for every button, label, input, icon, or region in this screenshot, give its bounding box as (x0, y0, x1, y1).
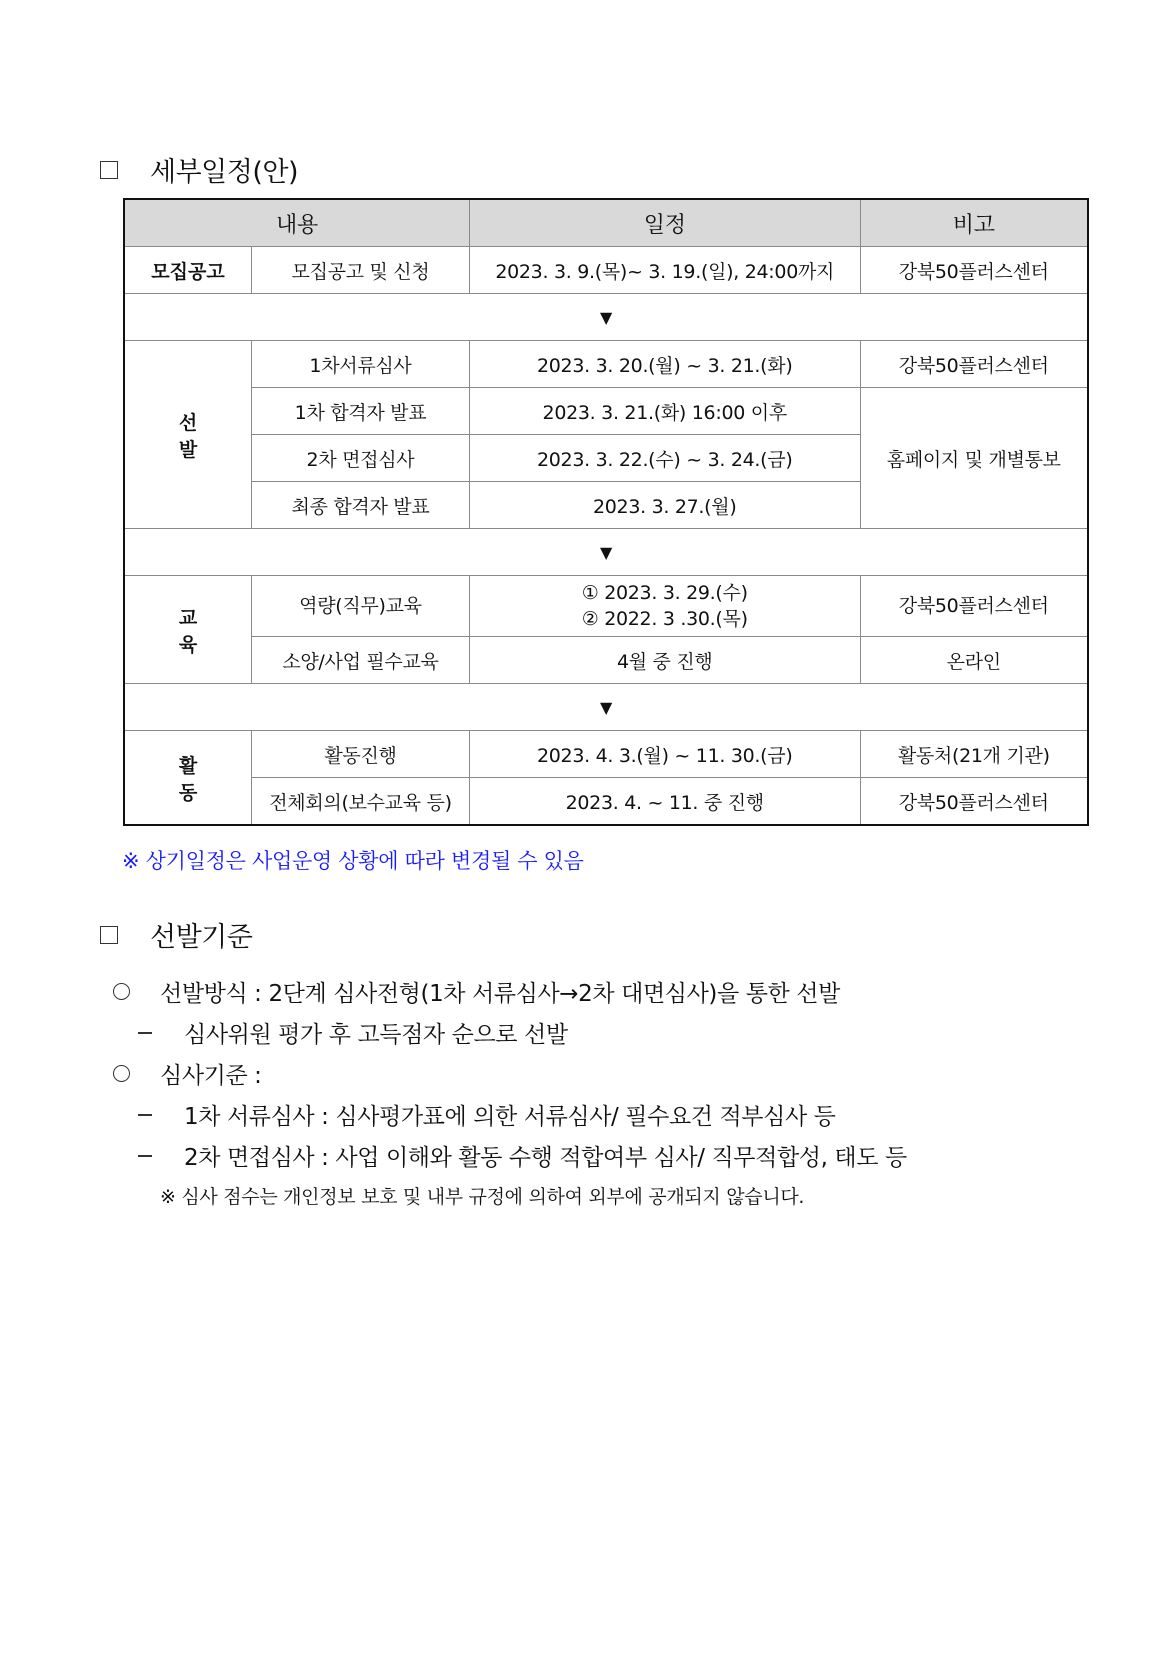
section-heading-criteria (100, 915, 252, 954)
circle-bullet-icon (113, 1065, 130, 1082)
section-title: 세부일정(안) (150, 157, 298, 188)
arrow-row (124, 529, 1088, 576)
criteria-text: 심사위원 평가 후 고득점자 순으로 선발 (184, 1022, 568, 1048)
table-row (124, 778, 1088, 826)
score-footnote: ※ 심사 점수는 개인정보 보호 및 내부 규정에 의하여 외부에 공개되지 않습니다. (160, 1186, 805, 1208)
down-arrow-icon: ▼ (124, 529, 1088, 576)
section-heading-schedule (100, 150, 298, 189)
note-cell: 강북50플러스센터 (860, 341, 1088, 388)
schedule-table (123, 198, 1089, 826)
schedule-line: ① 2023. 3. 29.(수) (581, 582, 748, 604)
schedule-cell: 2023. 3. 22.(수) ~ 3. 24.(금) (469, 435, 860, 482)
category-cell: 모집공고 (124, 247, 252, 294)
item-cell: 활동진행 (252, 731, 470, 778)
item-cell: 2차 면접심사 (252, 435, 470, 482)
table-row (124, 731, 1088, 778)
schedule-cell: 2023. 3. 21.(화) 16:00 이후 (469, 388, 860, 435)
criteria-item (113, 1057, 262, 1090)
item-cell: 모집공고 및 신청 (252, 247, 470, 294)
schedule-cell: 2023. 4. ~ 11. 중 진행 (469, 778, 860, 826)
item-cell: 1차서류심사 (252, 341, 470, 388)
header-schedule: 일정 (469, 199, 860, 247)
schedule-cell: 4월 중 진행 (469, 637, 860, 684)
down-arrow-icon: ▼ (124, 684, 1088, 731)
item-cell: 최종 합격자 발표 (252, 482, 470, 529)
table-header-row (124, 199, 1088, 247)
note-cell-merged: 홈페이지 및 개별통보 (860, 388, 1088, 529)
criteria-text: 2차 면접심사 : 사업 이해와 활동 수행 적합여부 심사/ 직무적합성, 태도 등 (184, 1145, 907, 1171)
dash-bullet-icon (138, 1032, 152, 1034)
arrow-row (124, 294, 1088, 341)
table-row (124, 388, 1088, 435)
table-row (124, 247, 1088, 294)
category-cell: 교 육 (124, 576, 252, 684)
criteria-text: 선발방식 : 2단계 심사전형(1차 서류심사→2차 대면심사)을 통한 선발 (160, 981, 840, 1007)
note-cell: 강북50플러스센터 (860, 247, 1088, 294)
note-cell: 온라인 (860, 637, 1088, 684)
schedule-cell (469, 576, 860, 637)
item-cell: 역량(직무)교육 (252, 576, 470, 637)
criteria-text: 심사기준 : (160, 1063, 262, 1089)
item-cell: 소양/사업 필수교육 (252, 637, 470, 684)
schedule-line: ② 2022. 3 .30.(목) (581, 608, 748, 630)
dash-bullet-icon (138, 1155, 152, 1157)
schedule-notice: ※ 상기일정은 사업운영 상황에 따라 변경될 수 있음 (122, 849, 584, 873)
criteria-subitem (138, 1016, 568, 1049)
schedule-cell: 2023. 4. 3.(월) ~ 11. 30.(금) (469, 731, 860, 778)
category-cell: 활 동 (124, 731, 252, 826)
criteria-subitem (138, 1139, 907, 1172)
table-row (124, 637, 1088, 684)
square-bullet-icon (100, 926, 118, 944)
schedule-cell: 2023. 3. 9.(목)~ 3. 19.(일), 24:00까지 (469, 247, 860, 294)
schedule-cell: 2023. 3. 27.(월) (469, 482, 860, 529)
category-cell: 선 발 (124, 341, 252, 529)
down-arrow-icon: ▼ (124, 294, 1088, 341)
note-cell: 강북50플러스센터 (860, 576, 1088, 637)
table-row (124, 576, 1088, 637)
arrow-row (124, 684, 1088, 731)
square-bullet-icon (100, 161, 118, 179)
item-cell: 1차 합격자 발표 (252, 388, 470, 435)
item-cell: 전체회의(보수교육 등) (252, 778, 470, 826)
header-note: 비고 (860, 199, 1088, 247)
criteria-item (113, 975, 840, 1008)
section-title: 선발기준 (150, 922, 253, 953)
header-content: 내용 (124, 199, 469, 247)
circle-bullet-icon (113, 983, 130, 1000)
dash-bullet-icon (138, 1114, 152, 1116)
criteria-subitem (138, 1098, 836, 1131)
note-cell: 활동처(21개 기관) (860, 731, 1088, 778)
table-row (124, 341, 1088, 388)
note-cell: 강북50플러스센터 (860, 778, 1088, 826)
schedule-cell: 2023. 3. 20.(월) ~ 3. 21.(화) (469, 341, 860, 388)
criteria-text: 1차 서류심사 : 심사평가표에 의한 서류심사/ 필수요건 적부심사 등 (184, 1104, 836, 1130)
